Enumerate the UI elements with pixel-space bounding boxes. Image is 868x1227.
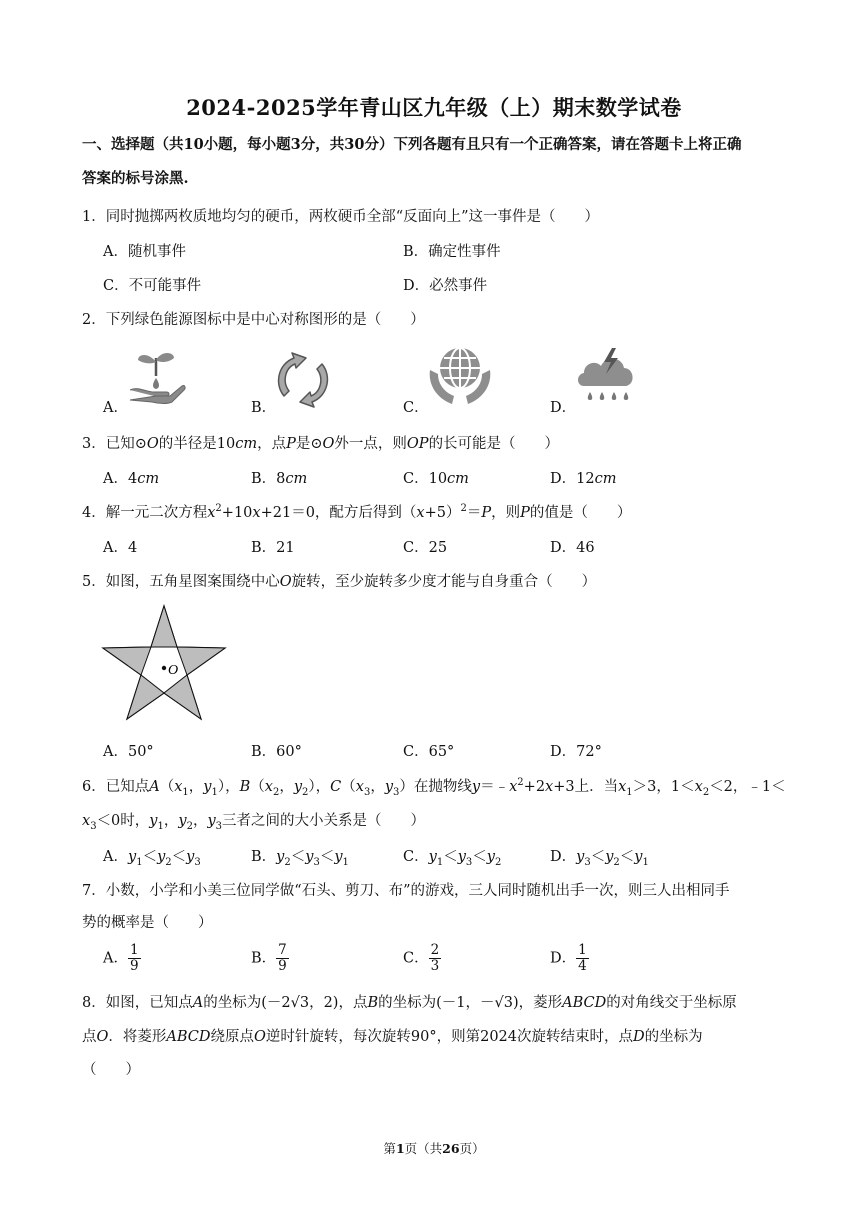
option-label: C．	[403, 950, 429, 967]
q8-text: 绕原点	[210, 1029, 255, 1045]
q4-text: +10	[221, 505, 253, 521]
q6-var: y	[384, 779, 394, 795]
q6-sub: 1	[626, 786, 633, 798]
q6-var: y	[127, 849, 137, 865]
star-center-label: O	[168, 663, 179, 678]
q6-var: B	[239, 779, 251, 795]
denominator: 9	[278, 958, 287, 974]
denominator: 3	[430, 958, 440, 974]
q6-sub: 2	[272, 786, 280, 798]
q8-text: 的对角线交于坐标原	[606, 995, 737, 1011]
q8-text: 的坐标为(－1，－√3)，菱形	[378, 995, 563, 1011]
plant-hand-icon	[126, 346, 186, 408]
q6-sub: 2	[302, 786, 309, 798]
q6-text: ＜	[590, 849, 606, 865]
q6-var: y	[576, 849, 585, 865]
q6-sub: 1	[157, 820, 164, 832]
option-unit: cm	[594, 471, 617, 487]
option-label: B．8	[251, 471, 286, 487]
q6-text: ＜0时，	[96, 813, 150, 829]
question-5-option-d: D．72°	[550, 744, 602, 760]
q6-text: +2	[523, 779, 546, 795]
question-3-option-b	[251, 467, 307, 488]
q6-text: ＜	[290, 849, 306, 865]
q6-text: ），	[308, 779, 331, 795]
option-label: D．12	[550, 471, 595, 487]
q3-var: P	[286, 436, 296, 452]
q3-text: 3．已知⊙	[82, 436, 147, 452]
q4-var: x	[252, 505, 261, 521]
q6-sub: 3	[363, 786, 371, 798]
q6-var: x	[82, 813, 91, 829]
q3-var: O	[146, 436, 159, 452]
q8-var: O	[96, 1029, 109, 1045]
question-4-stem	[82, 501, 631, 522]
globe-hands-icon	[426, 344, 494, 410]
page-footer	[0, 1139, 868, 1157]
q6-var: x	[545, 779, 554, 795]
q6-var: y	[486, 849, 495, 865]
q6-var: y	[605, 849, 614, 865]
question-8-stem-line-2	[82, 1025, 703, 1046]
question-6-option-c	[403, 845, 501, 868]
question-2-option-a: A．	[103, 400, 128, 416]
question-8-stem-line-1	[82, 991, 737, 1012]
q6-text: （	[159, 779, 175, 795]
q6-sub: 3	[584, 856, 591, 868]
question-2-option-d: D．	[550, 400, 577, 416]
q6-var: x	[174, 779, 183, 795]
q5-text: 5．如图，五角星图案围绕中心	[82, 574, 280, 590]
q6-sub: 2	[702, 786, 710, 798]
question-4-option-a: A．4	[103, 540, 138, 556]
question-1-option-c: C．不可能事件	[103, 278, 202, 294]
question-7-option-a	[103, 943, 141, 974]
option-label: A．	[103, 950, 128, 967]
question-6-stem-line-1: 6．已知点$A(x_1$，$y_1$），$B(x_2$，$y_2$），$C(x_3$，$y_3$）在抛物线$y=﹣x^2+2x+3$上．当$x_1>3$，$1<x_2<2$，﹣1＜	[82, 777, 786, 798]
question-1-stem: 1．同时抛掷两枚质地均匀的硬币，两枚硬币全部“反面向上”这一事件是（ ）	[82, 209, 600, 225]
q4-text: +21＝0，配方后得到（	[260, 505, 417, 521]
q3-text: 是⊙	[295, 436, 323, 452]
question-5-option-b: B．60°	[251, 744, 302, 760]
q6-text: ＜	[443, 849, 458, 865]
question-2-option-c: C．	[403, 400, 429, 416]
q8-var: O	[254, 1029, 266, 1045]
section-heading-line-1: 一、选择题（共10小题，每小题3分，共30分）下列各题有且只有一个正确答案，请在答题卡上将正确	[82, 136, 742, 153]
page-total: 26	[442, 1141, 460, 1156]
q6-sub: 2	[494, 856, 502, 868]
numerator: 7	[278, 942, 287, 958]
q6-sub: 2	[165, 856, 172, 868]
q6-var: y	[634, 849, 643, 865]
q4-text: 4．解一元二次方程	[82, 505, 208, 521]
q6-text: ＜	[619, 849, 635, 865]
q6-sub: 1	[182, 786, 189, 798]
fraction	[128, 943, 141, 974]
option-unit: cm	[285, 471, 308, 487]
q8-text: ．将菱形	[108, 1029, 167, 1045]
q6-sub: 1	[342, 856, 349, 868]
numerator: 2	[430, 942, 440, 958]
q4-text: 的值是（ ）	[529, 505, 632, 521]
q6-text: ＜	[142, 849, 158, 865]
q6-var: y	[293, 779, 303, 795]
q6-var: x	[618, 779, 627, 795]
q6-text: ），	[217, 779, 240, 795]
question-6-option-a	[103, 845, 201, 868]
question-7-stem-line-1: 7．小数，小学和小美三位同学做“石头、剪刀、布”的游戏，三人同时随机出手一次，则三人出相同手	[82, 883, 730, 899]
question-3-option-d	[550, 467, 616, 488]
storm-cloud-icon	[574, 346, 638, 408]
question-4-option-d: D．46	[550, 540, 595, 556]
q5-text: 旋转，至少旋转多少度才能与自身重合（ ）	[291, 574, 597, 590]
q6-text: ＜	[171, 849, 187, 865]
q6-text: （	[250, 779, 265, 795]
q6-text: ＜	[472, 849, 487, 865]
q6-text: ，	[163, 813, 179, 829]
question-8-stem-line-3: （ ）	[82, 1062, 140, 1078]
q6-var: x	[509, 779, 518, 795]
question-2-stem: 2．下列绿色能源图标中是中心对称图形的是（ ）	[82, 312, 425, 328]
q6-text: +3上．当	[553, 779, 619, 795]
page-title: 2024-2025学年青山区九年级（上）期末数学试卷	[186, 95, 682, 120]
option-label: B．	[251, 849, 277, 865]
question-7-option-b	[251, 943, 289, 974]
q6-var: y	[305, 849, 314, 865]
q6-sub: 3	[194, 856, 201, 868]
question-5-option-a: A．50°	[103, 744, 154, 760]
option-label: A．	[103, 849, 128, 865]
q6-sub: 1	[642, 856, 649, 868]
fraction	[576, 943, 589, 974]
q3-text: 的长可能是（ ）	[428, 436, 560, 452]
q4-text: ，则	[491, 505, 521, 521]
q6-var: y	[457, 849, 466, 865]
q6-text: （	[341, 779, 356, 795]
q6-sub: 1	[136, 856, 143, 868]
fraction	[429, 943, 442, 974]
option-unit: cm	[137, 471, 160, 487]
q6-text: ，	[188, 779, 204, 795]
section-heading-line-2: 答案的标号涂黑.	[82, 170, 189, 187]
q4-var: x	[207, 505, 216, 521]
numerator: 1	[129, 942, 139, 958]
q6-exp: 2	[517, 777, 524, 789]
footer-text: 页（共	[404, 1141, 443, 1156]
question-6-stem-line-2	[82, 809, 425, 832]
q6-sub: 2	[284, 856, 291, 868]
q4-var: P	[481, 505, 492, 521]
fraction	[276, 943, 289, 974]
q4-text: +5）	[424, 505, 461, 521]
page-number: 1	[395, 1141, 405, 1156]
q6-sub: 3	[465, 856, 473, 868]
q6-var: y	[203, 779, 212, 795]
q8-var: A	[192, 995, 204, 1011]
q6-text: 三者之间的大小关系是（ ）	[222, 813, 426, 829]
question-1-option-d: D．必然事件	[403, 278, 488, 294]
q8-text: 的坐标为	[644, 1029, 703, 1045]
option-unit: cm	[447, 471, 469, 487]
question-7-option-d	[550, 943, 589, 974]
q8-var: B	[367, 995, 379, 1011]
q6-sub: 1	[436, 856, 444, 868]
question-1-option-a: A．随机事件	[103, 244, 186, 260]
q6-var: y	[157, 849, 166, 865]
q8-text: 的坐标为(－2√3，2)，点	[203, 995, 368, 1011]
question-5-stem	[82, 570, 596, 591]
q6-sub: 3	[313, 856, 320, 868]
section-heading	[82, 128, 792, 196]
q3-text: 的半径是10	[158, 436, 236, 452]
q6-var: A	[149, 779, 160, 795]
q6-var: y	[207, 813, 216, 829]
question-6-option-b	[251, 845, 349, 868]
q8-var: ABCD	[166, 1029, 211, 1045]
question-6-option-d	[550, 845, 649, 868]
question-4-option-b: B．21	[251, 540, 295, 556]
q3-var: OP	[406, 436, 429, 452]
q3-text: 外一点，则	[334, 436, 407, 452]
q6-var: x	[355, 779, 364, 795]
question-2-option-b: B．	[251, 400, 277, 416]
q8-var: D	[633, 1029, 645, 1045]
q8-text: 点	[82, 1029, 97, 1045]
numerator: 1	[578, 942, 587, 958]
q6-text: 在抛物线	[413, 779, 472, 795]
q4-var: x	[416, 505, 425, 521]
q5-var: O	[279, 574, 292, 590]
star-figure	[100, 602, 228, 724]
q8-text: 8．如图，已知点	[82, 995, 193, 1011]
footer-text: 页）	[459, 1141, 485, 1156]
q4-exp: 2	[215, 503, 222, 515]
question-7-option-c	[403, 943, 441, 974]
q4-exp: 2	[460, 503, 467, 515]
option-label: A．4	[103, 471, 138, 487]
q8-text: 逆时针旋转，每次旋转90°，则第2024次旋转结束时，点	[265, 1029, 634, 1045]
q6-text: ＞3，1＜	[632, 779, 695, 795]
q6-sub: 3	[90, 820, 97, 832]
q6-sub: 2	[613, 856, 620, 868]
q6-sub: 1	[211, 786, 218, 798]
q6-text: ，	[279, 779, 294, 795]
q6-var: y	[186, 849, 195, 865]
question-5-option-c: C．65°	[403, 744, 455, 760]
option-label: D．	[550, 950, 577, 967]
q6-var: y	[334, 849, 343, 865]
q6-var: y	[428, 849, 437, 865]
q6-var: C	[330, 779, 342, 795]
option-label: B．	[251, 950, 277, 967]
q6-var: y	[178, 813, 187, 829]
question-3-stem	[82, 432, 559, 453]
q4-text: ＝	[466, 505, 482, 521]
denominator: 9	[129, 958, 139, 974]
q3-unit: cm	[235, 436, 258, 452]
q6-text: 6．已知点	[82, 779, 150, 795]
q6-var: y	[149, 813, 158, 829]
question-7-stem-line-2: 势的概率是（ ）	[82, 915, 213, 931]
question-3-option-c	[403, 467, 469, 488]
q6-sub: 3	[393, 786, 400, 798]
q6-text: ＜2，﹣1＜	[709, 779, 786, 795]
footer-text: 第	[383, 1141, 396, 1156]
q6-sub: 3	[215, 820, 223, 832]
q6-var: x	[694, 779, 703, 795]
q6-var: x	[264, 779, 273, 795]
q6-text: ，	[192, 813, 208, 829]
q6-var: y	[276, 849, 285, 865]
q6-text: ，	[370, 779, 385, 795]
option-label: C．10	[403, 471, 448, 487]
option-label: D．	[550, 849, 577, 865]
recycle-arrows-icon	[272, 350, 334, 410]
q4-var: P	[520, 505, 530, 521]
q6-var: y	[471, 779, 481, 795]
q6-sub: 2	[186, 820, 193, 832]
q6-text: ＜	[319, 849, 335, 865]
q6-text: ＝﹣	[480, 779, 510, 795]
q3-var: O	[322, 436, 335, 452]
q3-text: ，点	[257, 436, 287, 452]
q8-var: ABCD	[562, 995, 607, 1011]
question-3-option-a	[103, 467, 159, 488]
question-1-option-b: B．确定性事件	[403, 244, 501, 260]
question-4-option-c: C．25	[403, 540, 448, 556]
denominator: 4	[578, 958, 587, 974]
option-label: C．	[403, 849, 429, 865]
